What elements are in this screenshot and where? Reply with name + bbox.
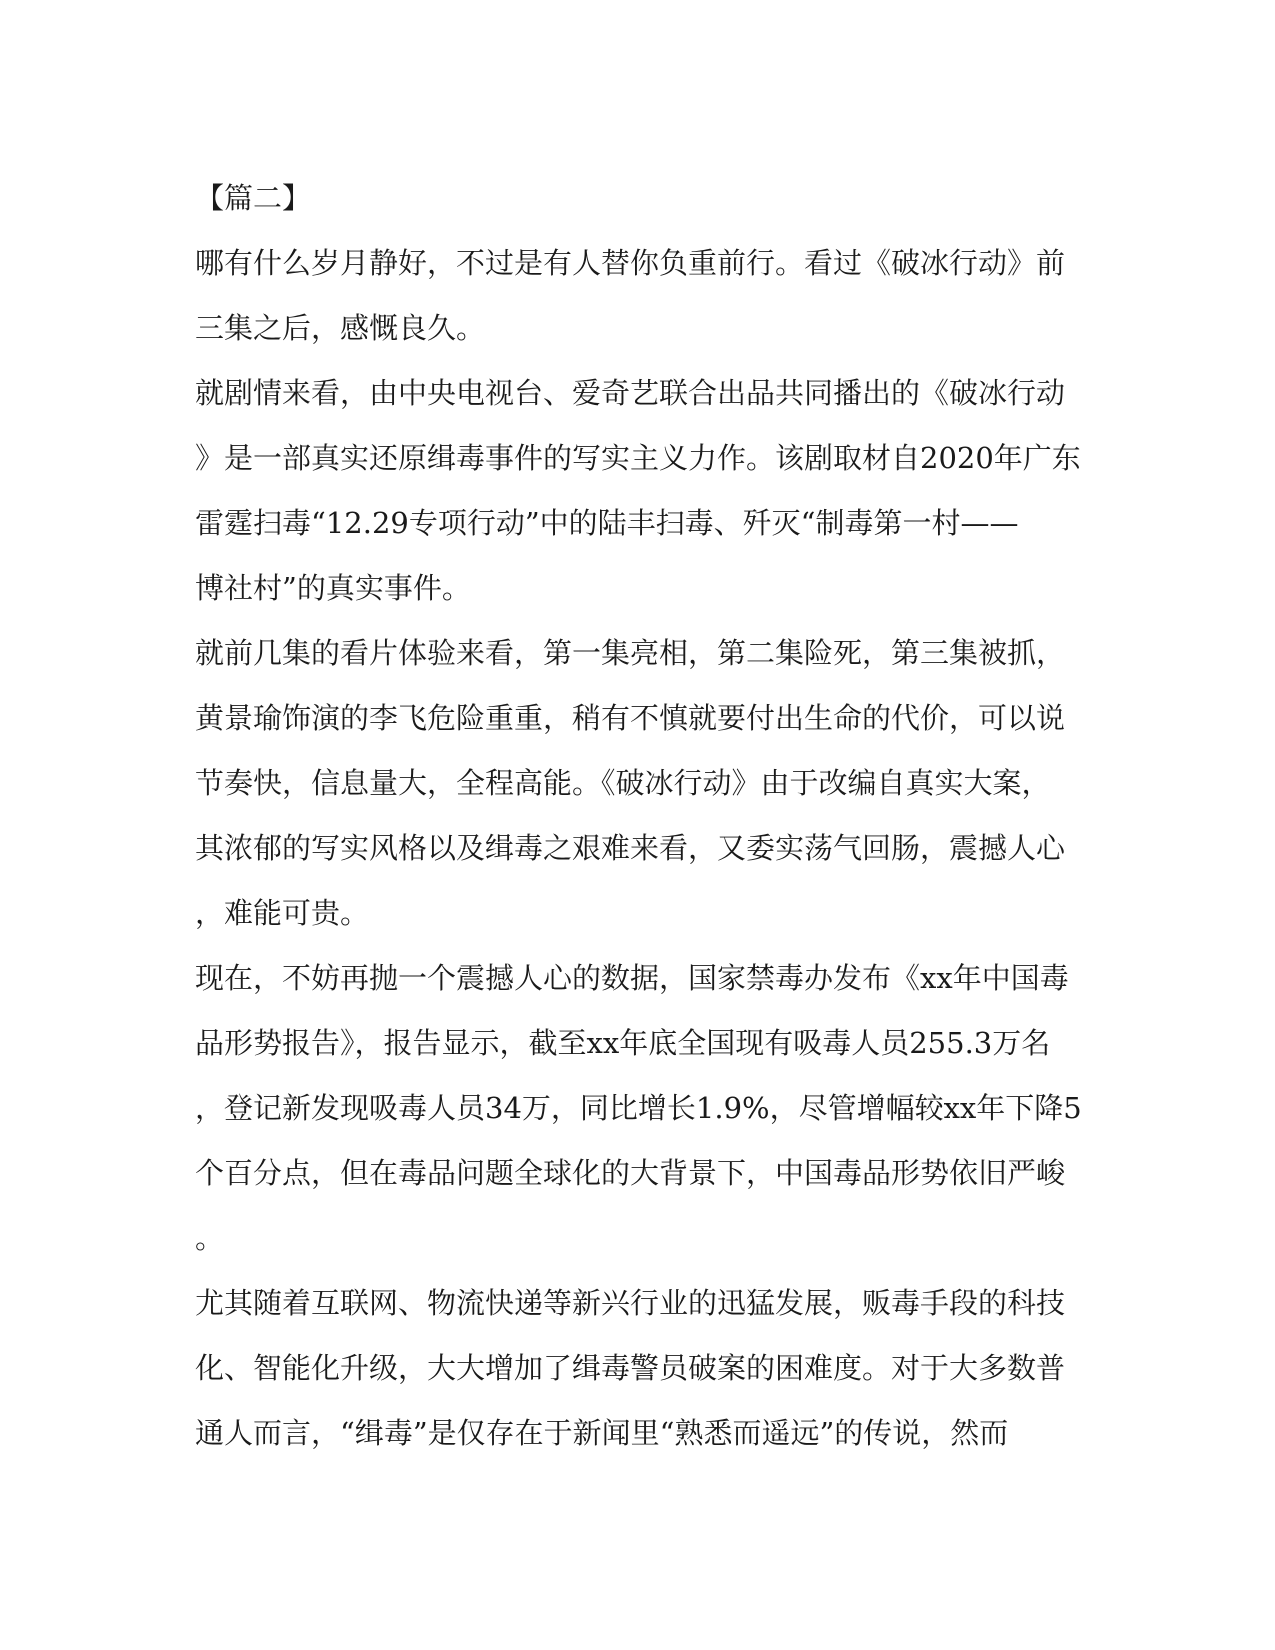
section-heading: 【篇二】	[195, 181, 312, 215]
text-line: ，难能可贵。	[195, 896, 370, 930]
text-line: 黄景瑜饰演的李飞危险重重，稍有不慎就要付出生命的代价，可以说	[195, 701, 1066, 735]
text-line: 就剧情来看，由中央电视台、爱奇艺联合出品共同播出的《破冰行动	[195, 376, 1066, 410]
text-line: 哪有什么岁月静好，不过是有人替你负重前行。看过《破冰行动》前	[195, 246, 1066, 280]
text-line: 现在，不妨再抛一个震撼人心的数据，国家禁毒办发布《xx年中国毒	[195, 961, 1069, 995]
text-line: 通人而言，“缉毒”是仅存在于新闻里“熟悉而遥远”的传说，然而	[195, 1416, 1009, 1450]
text-line: 雷霆扫毒“12.29专项行动”中的陆丰扫毒、歼灭“制毒第一村——	[195, 506, 1019, 540]
text-line: 博社村”的真实事件。	[195, 571, 471, 605]
text-line: 其浓郁的写实风格以及缉毒之艰难来看，又委实荡气回肠，震撼人心	[195, 831, 1066, 865]
text-line: 品形势报告》，报告显示，截至xx年底全国现有吸毒人员255.3万名	[195, 1026, 1051, 1060]
text-line: 化、智能化升级，大大增加了缉毒警员破案的困难度。对于大多数普	[195, 1351, 1066, 1385]
text-line: 》是一部真实还原缉毒事件的写实主义力作。该剧取材自2020年广东	[195, 441, 1081, 475]
text-line: 尤其随着互联网、物流快递等新兴行业的迅猛发展，贩毒手段的科技	[195, 1286, 1066, 1320]
text-line: 三集之后，感慨良久。	[195, 311, 486, 345]
document-body	[195, 166, 1082, 1466]
text-line: 节奏快，信息量大，全程高能。《破冰行动》由于改编自真实大案，	[195, 766, 1051, 800]
text-line: ，登记新发现吸毒人员34万，同比增长1.9%，尽管增幅较xx年下降5	[195, 1091, 1082, 1125]
text-line: 个百分点，但在毒品问题全球化的大背景下，中国毒品形势依旧严峻	[195, 1156, 1066, 1190]
text-line: 就前几集的看片体验来看，第一集亮相，第二集险死，第三集被抓，	[195, 636, 1066, 670]
text-line: 。	[195, 1221, 225, 1255]
